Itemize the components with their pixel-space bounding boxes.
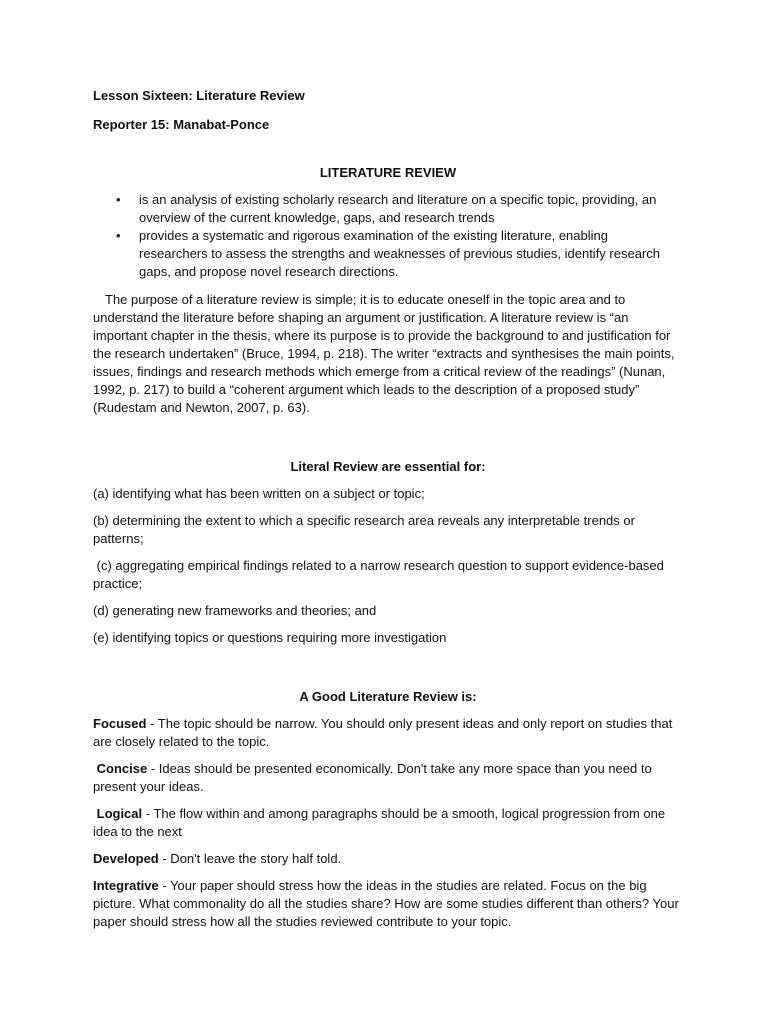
quality-item-concise — [93, 760, 683, 796]
lesson-title: Lesson Sixteen: Literature Review — [93, 88, 305, 103]
quality-item-logical — [93, 805, 683, 841]
essential-item: (b) determining the extent to which a specific research area reveals any interpretable trends or patterns; — [93, 513, 635, 546]
essential-item: (c) aggregating empirical findings related to a narrow research question to support evidence-based practice; — [93, 558, 668, 591]
quality-item-developed — [93, 850, 683, 868]
quality-description: - The flow within and among paragraphs should be a smooth, logical progression from one idea to the next — [93, 806, 669, 839]
literature-review-heading: LITERATURE REVIEW — [319, 165, 457, 180]
quality-description: - Ideas should be presented economically. Don't take any more space than you need to present your ideas. — [93, 761, 656, 794]
quality-term: Developed — [93, 851, 159, 866]
quality-description: - The topic should be narrow. You should only present ideas and only report on studies that are closely related to the topic. — [93, 716, 676, 749]
quality-description: - Don't leave the story half told. — [158, 851, 342, 866]
quality-term: Concise — [93, 761, 148, 776]
quality-term: Logical — [93, 806, 143, 821]
document-page — [93, 87, 683, 940]
quality-item-focused — [93, 715, 683, 751]
essential-heading: Literal Review are essential for: — [290, 459, 486, 474]
essential-item: (d) generating new frameworks and theories; and — [93, 603, 377, 618]
definition-bullet: • provides a systematic and rigorous examination of the existing literature, enabling researchers to assess the strengths and weaknesses of previous studies, identify research gaps, and propose novel research directions. — [139, 227, 683, 281]
quality-description: - Your paper should stress how the ideas in the studies are related. Focus on the big picture. What commonality do all the studies share? How are some studies different than others? Your paper should stress how all the studies reviewed contribute to your topic. — [93, 878, 683, 929]
good-review-heading: A Good Literature Review is: — [299, 689, 477, 704]
essential-item: (e) identifying topics or questions requiring more investigation — [93, 630, 447, 645]
section-spacer — [93, 426, 683, 458]
definition-bullet-list — [93, 191, 683, 281]
definition-bullet: • is an analysis of existing scholarly research and literature on a specific topic, providing, an overview of the current knowledge, gaps, and research trends — [139, 191, 683, 227]
purpose-paragraph: The purpose of a literature review is simple; it is to educate oneself in the topic area and to understand the literature before shaping an argument or justification. A literature review is “an important chapter in the thesis, where its purpose is to provide the background to and justification for the research undertaken” (Bruce, 1994, p. 218). The writer “extracts and synthesises the main points, issues, findings and research methods which emerge from a critical review of the readings” (Nunan, 1992, p. 217) to build a “coherent argument which leads to the description of a proposed study” (Rudestam and Newton, 2007, p. 63). — [93, 292, 675, 415]
quality-term: Focused — [93, 716, 147, 731]
section-spacer — [93, 656, 683, 688]
quality-item-integrative — [93, 877, 683, 931]
essential-item: (a) identifying what has been written on a subject or topic; — [93, 486, 425, 501]
quality-term: Integrative — [93, 878, 159, 893]
reporter-line: Reporter 15: Manabat-Ponce — [93, 117, 270, 132]
